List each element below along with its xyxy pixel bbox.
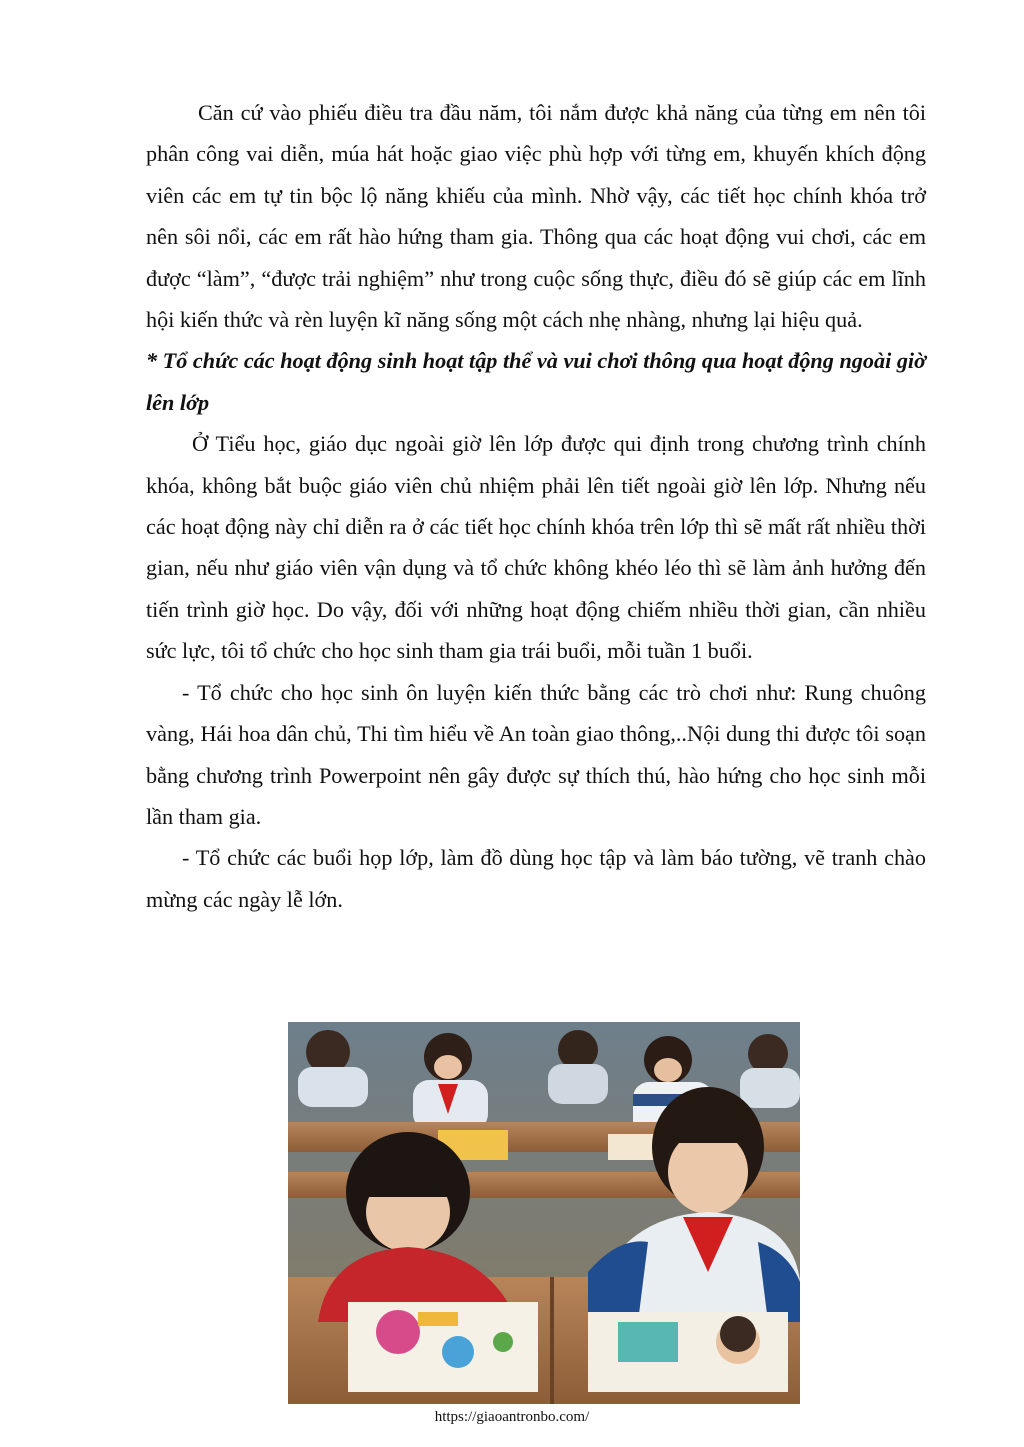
section-heading: * Tổ chức các hoạt động sinh hoạt tập thể và vui chơi thông qua hoạt động ngoài giờ lên lớp (146, 348, 926, 415)
classroom-photo (288, 1022, 800, 1404)
paragraph-extracurricular: Ở Tiểu học, giáo dục ngoài giờ lên lớp được qui định trong chương trình chính khóa, không bắt buộc giáo viên chủ nhiệm phải lên tiết ngoài giờ lên lớp. Nhưng nếu các hoạt động này chỉ diễn ra ở các tiết học chính khóa trên lớp thì sẽ mất rất nhiều thời gian, nếu như giáo viên vận dụng và tổ chức không khéo léo thì sẽ làm ảnh hưởng đến tiến trình giờ học. Do vậy, đối với những hoạt động chiếm nhiều thời gian, cần nhiều sức lực, tôi tổ chức cho học sinh tham gia trái buổi, mỗi tuần 1 buổi. (146, 431, 926, 664)
bullet-quiz-games: - Tổ chức cho học sinh ôn luyện kiến thức bằng các trò chơi như: Rung chuông vàng, Hái hoa dân chủ, Thi tìm hiểu về An toàn giao thông,..Nội dung thi được tôi soạn bằng chương trình Powerpoint nên gây được sự thích thú, hào hứng cho học sinh mỗi lần tham gia. (146, 679, 926, 829)
footer-url: https://giaoantronbo.com/ (434, 1409, 590, 1425)
paragraph-intro: Căn cứ vào phiếu điều tra đầu năm, tôi nắm được khả năng của từng em nên tôi phân công vai diễn, múa hát hoặc giao việc phù hợp với từng em, khuyến khích động viên các em tự tin bộc lộ năng khiếu của mình. Nhờ vậy, các tiết học chính khóa trở nên sôi nổi, các em rất hào hứng tham gia. Thông qua các hoạt động vui chơi, các em được “làm”, “được trải nghiệm” như trong cuộc sống thực, điều đó sẽ giúp các em lĩnh hội kiến thức và rèn luyện kĩ năng sống một cách nhẹ nhàng, nhưng lại hiệu quả. (146, 100, 926, 333)
bullet-class-meetings: - Tổ chức các buổi họp lớp, làm đồ dùng học tập và làm báo tường, vẽ tranh chào mừng các ngày lễ lớn. (146, 845, 926, 912)
document-body (146, 92, 926, 920)
